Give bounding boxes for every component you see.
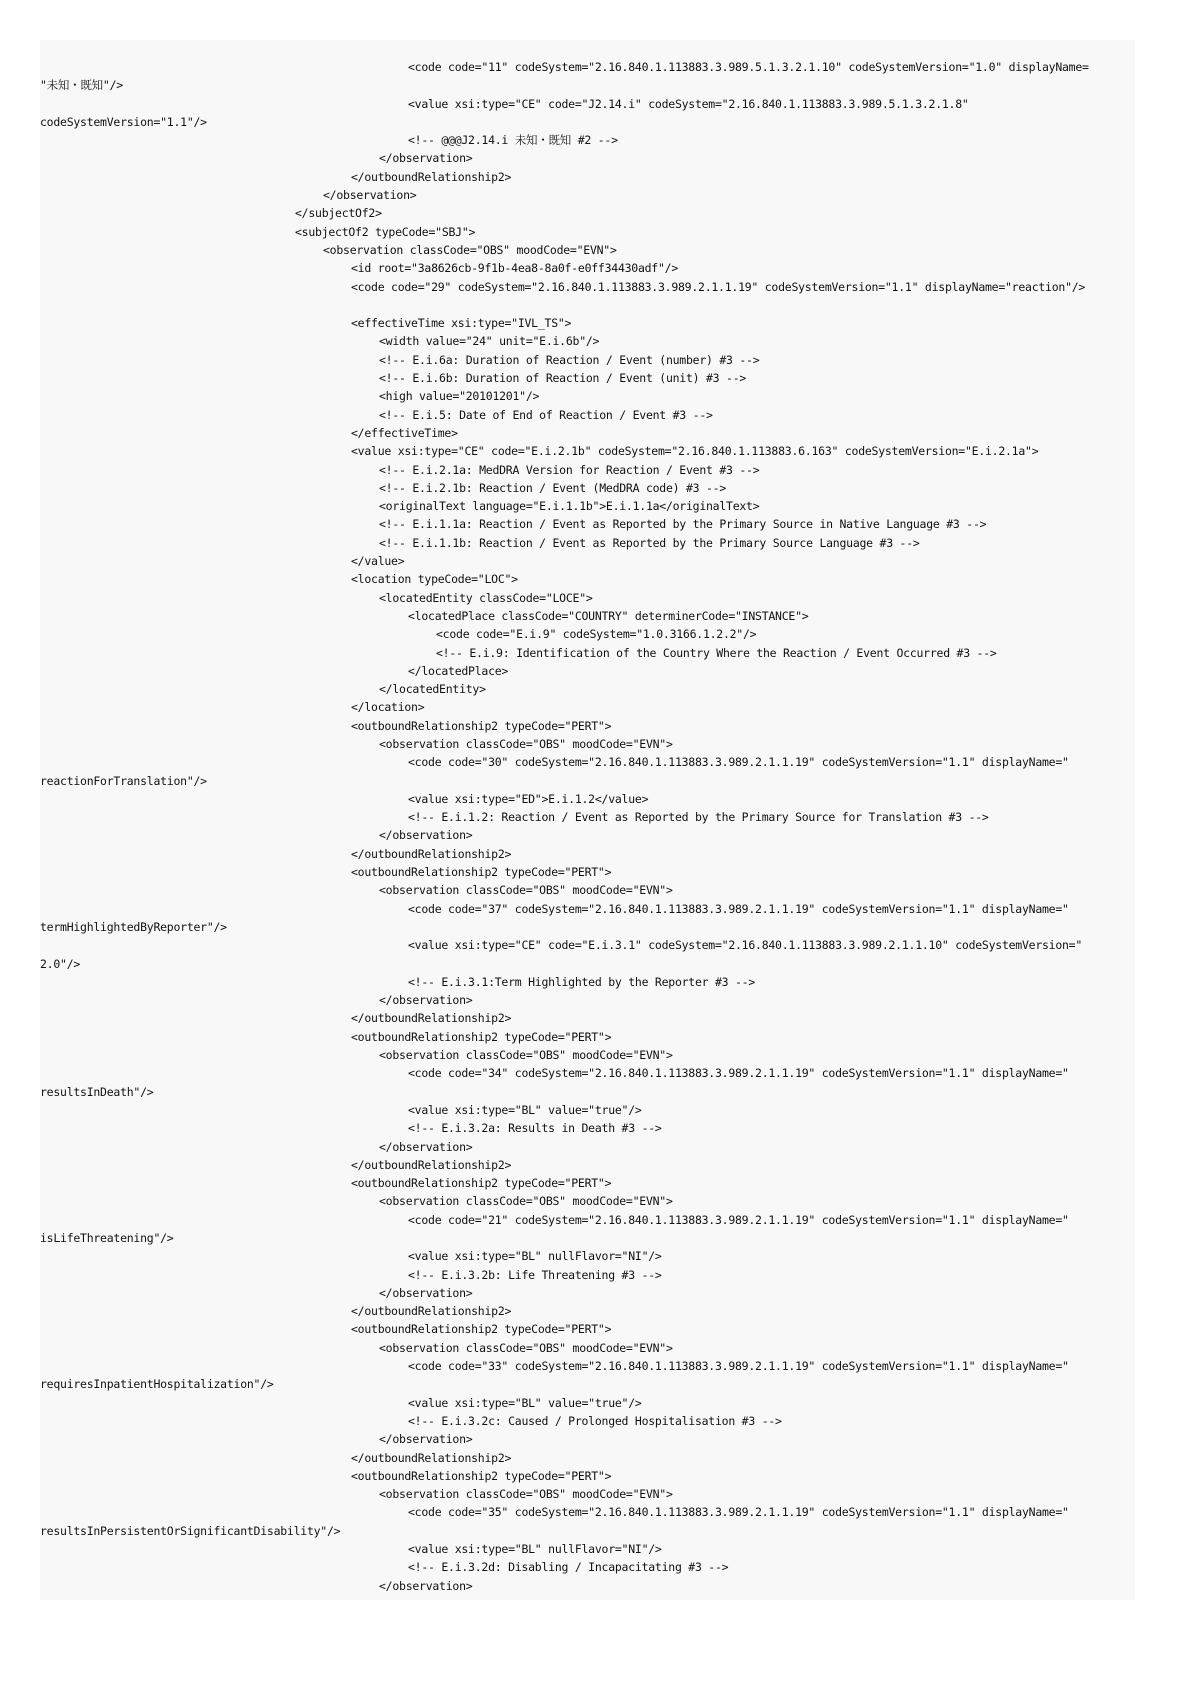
code-line: </observation> xyxy=(379,1578,473,1593)
code-line: <!-- E.i.3.2b: Life Threatening #3 --> xyxy=(408,1267,662,1282)
code-line: <!-- E.i.2.1b: Reaction / Event (MedDRA code) #3 --> xyxy=(379,480,727,495)
code-line: <code code="21" codeSystem="2.16.840.1.113883.3.989.2.1.1.19" codeSystemVersion="1.1" displayName=" xyxy=(408,1212,1069,1227)
code-line: </subjectOf2> xyxy=(295,206,382,221)
code-line: <outboundRelationship2 typeCode="PERT"> xyxy=(351,1468,612,1483)
code-line: <!-- E.i.3.2c: Caused / Prolonged Hospitalisation #3 --> xyxy=(408,1413,782,1428)
code-line: <!-- E.i.9: Identification of the Country Where the Reaction / Event Occurred #3 --> xyxy=(436,645,997,660)
code-line: <code code="11" codeSystem="2.16.840.1.113883.3.989.5.1.3.2.1.10" codeSystemVersion="1.0" displayName= xyxy=(408,60,1089,74)
code-line: <observation classCode="OBS" moodCode="EVN"> xyxy=(379,883,673,898)
code-line: <locatedEntity classCode="LOCE"> xyxy=(379,590,593,605)
code-line: <code code="33" codeSystem="2.16.840.1.113883.3.989.2.1.1.19" codeSystemVersion="1.1" displayName=" xyxy=(408,1359,1069,1374)
code-line: <value xsi:type="CE" code="E.i.2.1b" codeSystem="2.16.840.1.113883.6.163" codeSystemVersion="E.i.2.1a"> xyxy=(351,444,1039,459)
code-line: <value xsi:type="BL" nullFlavor="NI"/> xyxy=(408,1542,662,1557)
code-line: <observation classCode="OBS" moodCode="EVN"> xyxy=(379,1194,673,1209)
code-line: </observation> xyxy=(379,993,473,1008)
code-line: <location typeCode="LOC"> xyxy=(351,572,518,587)
code-line: </location> xyxy=(351,700,425,715)
code-line: <!-- E.i.1.1b: Reaction / Event as Reported by the Primary Source Language #3 --> xyxy=(379,535,920,550)
code-line: <originalText language="E.i.1.1b">E.i.1.1a</originalText> xyxy=(379,499,760,514)
code-line: <high value="20101201"/> xyxy=(379,389,540,404)
code-line: resultsInPersistentOrSignificantDisability"/> xyxy=(40,1523,341,1538)
code-line: <observation classCode="OBS" moodCode="EVN"> xyxy=(379,1340,673,1355)
code-line: <outboundRelationship2 typeCode="PERT"> xyxy=(351,1176,612,1191)
xml-code-block xyxy=(40,58,1135,1595)
code-line: </outboundRelationship2> xyxy=(351,1304,512,1319)
code-line: "未知・既知"/> xyxy=(40,78,123,93)
document-page xyxy=(40,40,1135,1600)
code-line: <width value="24" unit="E.i.6b"/> xyxy=(379,334,600,349)
code-line: </outboundRelationship2> xyxy=(351,169,512,184)
code-line: </effectiveTime> xyxy=(351,425,458,440)
code-line: <!-- E.i.3.2d: Disabling / Incapacitating #3 --> xyxy=(408,1560,729,1575)
code-line: </observation> xyxy=(379,1139,473,1154)
code-line: requiresInpatientHospitalization"/> xyxy=(40,1377,274,1392)
code-line: <!-- E.i.3.1:Term Highlighted by the Reporter #3 --> xyxy=(408,974,756,989)
code-line: <observation classCode="OBS" moodCode="EVN"> xyxy=(379,736,673,751)
code-line: <value xsi:type="BL" value="true"/> xyxy=(408,1102,642,1117)
code-line: <!-- E.i.1.2: Reaction / Event as Reported by the Primary Source for Translation #3 --> xyxy=(408,810,989,825)
code-line xyxy=(40,296,1135,314)
code-line: <!-- @@@J2.14.i 未知・既知 #2 --> xyxy=(408,133,618,148)
code-line: </outboundRelationship2> xyxy=(351,1450,512,1465)
code-line: reactionForTranslation"/> xyxy=(40,773,207,788)
code-line: </observation> xyxy=(379,151,473,166)
code-line: <outboundRelationship2 typeCode="PERT"> xyxy=(351,718,612,733)
code-line: <locatedPlace classCode="COUNTRY" determinerCode="INSTANCE"> xyxy=(408,608,809,623)
code-line: <value xsi:type="ED">E.i.1.2</value> xyxy=(408,791,649,806)
code-line: <observation classCode="OBS" moodCode="EVN"> xyxy=(379,1487,673,1502)
code-line: <!-- E.i.6b: Duration of Reaction / Event (unit) #3 --> xyxy=(379,371,747,386)
code-line: <!-- E.i.1.1a: Reaction / Event as Reported by the Primary Source in Native Language #3 --> xyxy=(379,517,987,532)
code-line: <!-- E.i.2.1a: MedDRA Version for Reaction / Event #3 --> xyxy=(379,462,760,477)
code-line: <code code="30" codeSystem="2.16.840.1.113883.3.989.2.1.1.19" codeSystemVersion="1.1" displayName=" xyxy=(408,755,1069,770)
code-line: <outboundRelationship2 typeCode="PERT"> xyxy=(351,1029,612,1044)
code-line: <outboundRelationship2 typeCode="PERT"> xyxy=(351,1322,612,1337)
code-line: </outboundRelationship2> xyxy=(351,846,512,861)
code-line: isLifeThreatening"/> xyxy=(40,1231,174,1245)
code-line: <!-- E.i.6a: Duration of Reaction / Event (number) #3 --> xyxy=(379,352,760,367)
code-line: <value xsi:type="CE" code="J2.14.i" codeSystem="2.16.840.1.113883.3.989.5.1.3.2.1.8" xyxy=(408,96,969,111)
code-line: </observation> xyxy=(379,828,473,843)
code-line: </locatedPlace> xyxy=(408,663,509,678)
code-line: </locatedEntity> xyxy=(379,682,486,697)
code-line: </outboundRelationship2> xyxy=(351,1011,512,1026)
code-line: <value xsi:type="BL" nullFlavor="NI"/> xyxy=(408,1249,662,1264)
code-line: <effectiveTime xsi:type="IVL_TS"> xyxy=(351,316,572,331)
code-line: <code code="37" codeSystem="2.16.840.1.113883.3.989.2.1.1.19" codeSystemVersion="1.1" displayName=" xyxy=(408,901,1069,916)
code-line: codeSystemVersion="1.1"/> xyxy=(40,114,207,129)
code-line: </value> xyxy=(351,554,405,569)
code-line: <observation classCode="OBS" moodCode="EVN"> xyxy=(323,242,617,257)
code-line: <!-- E.i.3.2a: Results in Death #3 --> xyxy=(408,1121,662,1136)
code-line: </outboundRelationship2> xyxy=(351,1157,512,1172)
code-line: <value xsi:type="BL" value="true"/> xyxy=(408,1395,642,1410)
code-line: <code code="29" codeSystem="2.16.840.1.113883.3.989.2.1.1.19" codeSystemVersion="1.1" displayName="reaction"/> xyxy=(351,279,1086,294)
code-line: <subjectOf2 typeCode="SBJ"> xyxy=(295,224,476,239)
code-line: <!-- E.i.5: Date of End of Reaction / Event #3 --> xyxy=(379,407,713,422)
code-line: <id root="3a8626cb-9f1b-4ea8-8a0f-e0ff34430adf"/> xyxy=(351,261,679,276)
code-line: <code code="35" codeSystem="2.16.840.1.113883.3.989.2.1.1.19" codeSystemVersion="1.1" displayName=" xyxy=(408,1505,1069,1520)
code-line: termHighlightedByReporter"/> xyxy=(40,919,227,934)
code-line: </observation> xyxy=(379,1432,473,1447)
code-line: <value xsi:type="CE" code="E.i.3.1" codeSystem="2.16.840.1.113883.3.989.2.1.1.10" codeSystemVersion=" xyxy=(408,938,1083,953)
code-line: <outboundRelationship2 typeCode="PERT"> xyxy=(351,865,612,880)
code-line: </observation> xyxy=(379,1285,473,1300)
code-line: </observation> xyxy=(323,188,417,203)
code-line: resultsInDeath"/> xyxy=(40,1084,154,1099)
code-line: <code code="E.i.9" codeSystem="1.0.3166.1.2.2"/> xyxy=(436,627,757,642)
code-line: 2.0"/> xyxy=(40,956,81,971)
code-line: <code code="34" codeSystem="2.16.840.1.113883.3.989.2.1.1.19" codeSystemVersion="1.1" displayName=" xyxy=(408,1066,1069,1081)
code-line: <observation classCode="OBS" moodCode="EVN"> xyxy=(379,1048,673,1063)
